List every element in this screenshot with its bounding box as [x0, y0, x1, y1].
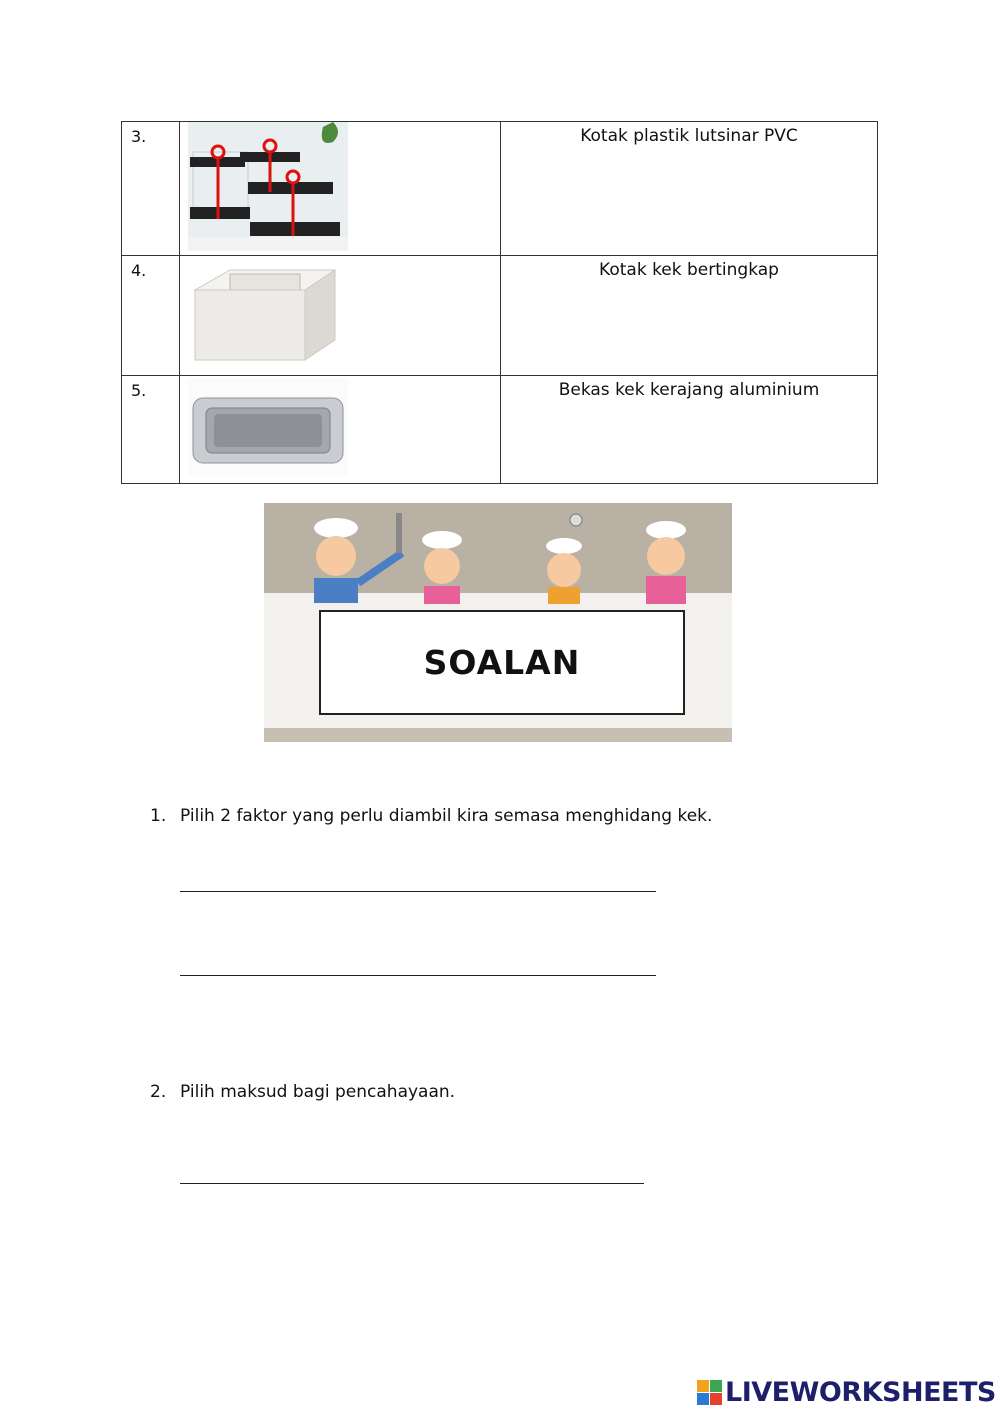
table-row — [122, 122, 878, 256]
banner-bottom-strip — [264, 728, 732, 742]
answer-line[interactable] — [180, 891, 656, 892]
row-image-cell — [180, 256, 501, 376]
chefs-illustration — [264, 508, 732, 608]
foil-tray-image — [188, 378, 348, 476]
question-number: 2. — [150, 1082, 167, 1102]
row-number: 4. — [122, 256, 180, 376]
packaging-table — [121, 121, 878, 484]
liveworksheets-logo-icon — [697, 1380, 723, 1406]
row-number: 3. — [122, 122, 180, 256]
liveworksheets-logo — [697, 1377, 996, 1408]
question-text: Pilih 2 faktor yang perlu diambil kira semasa menghidang kek. — [180, 806, 713, 826]
row-description: Bekas kek kerajang aluminium — [501, 376, 878, 484]
question-text: Pilih maksud bagi pencahayaan. — [180, 1082, 456, 1102]
pvc-box-image — [188, 122, 348, 251]
row-description: Kotak plastik lutsinar PVC — [501, 122, 878, 256]
cake-box-image — [190, 260, 340, 368]
table-row — [122, 376, 878, 484]
answer-line[interactable] — [180, 975, 656, 976]
answer-line[interactable] — [180, 1183, 644, 1184]
row-number: 5. — [122, 376, 180, 484]
soalan-banner — [264, 503, 732, 742]
row-image-cell — [180, 122, 501, 256]
row-description: Kotak kek bertingkap — [501, 256, 878, 376]
logo-text: LIVEWORKSHEETS — [725, 1377, 996, 1408]
question-number: 1. — [150, 806, 167, 826]
banner-title: SOALAN — [423, 643, 581, 682]
banner-title-box — [319, 610, 685, 715]
row-image-cell — [180, 376, 501, 484]
table-row — [122, 256, 878, 376]
